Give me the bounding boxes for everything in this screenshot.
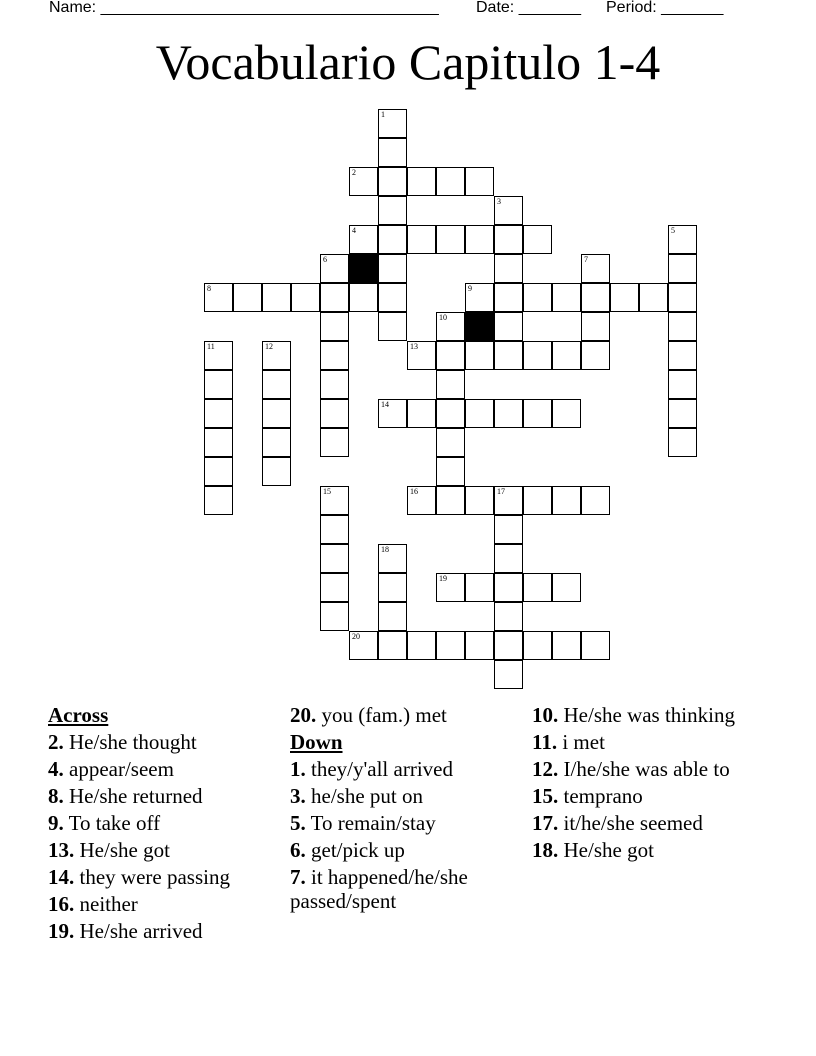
- name-field-label: Name: ______________________________________: [49, 0, 439, 16]
- grid-cell[interactable]: [581, 312, 610, 341]
- clue-item: [532, 730, 762, 754]
- grid-cell[interactable]: [668, 428, 697, 457]
- clue-item-number: 19.: [48, 919, 75, 943]
- grid-cell[interactable]: [349, 283, 378, 312]
- grid-cell[interactable]: [552, 341, 581, 370]
- clue-item-number: 3.: [290, 784, 306, 808]
- grid-cell[interactable]: [523, 399, 552, 428]
- grid-cell[interactable]: [581, 341, 610, 370]
- grid-cell[interactable]: [523, 283, 552, 312]
- clue-item-number: 2.: [48, 730, 64, 754]
- grid-cell[interactable]: [523, 341, 552, 370]
- clue-item-text: I/he/she was able to: [563, 757, 730, 781]
- clue-item: [532, 838, 762, 862]
- grid-cell[interactable]: [523, 573, 552, 602]
- grid-cell[interactable]: [668, 225, 697, 254]
- clue-number: 9: [468, 284, 472, 293]
- clue-item: [290, 757, 490, 781]
- clue-item-number: 11.: [532, 730, 558, 754]
- grid-cell[interactable]: [378, 254, 407, 283]
- clue-number: 7: [584, 255, 588, 264]
- grid-cell[interactable]: [436, 631, 465, 660]
- grid-cell[interactable]: [465, 631, 494, 660]
- grid-cell[interactable]: [262, 283, 291, 312]
- clue-item-number: 13.: [48, 838, 75, 862]
- grid-cell[interactable]: [407, 486, 436, 515]
- clue-item-number: 16.: [48, 892, 75, 916]
- grid-cell[interactable]: [204, 486, 233, 515]
- grid-cell[interactable]: [204, 370, 233, 399]
- clue-item-text: i met: [562, 730, 605, 754]
- grid-cell[interactable]: [436, 573, 465, 602]
- clue-item-text: they/y'all arrived: [311, 757, 453, 781]
- clue-item: [48, 865, 278, 889]
- grid-cell[interactable]: [494, 312, 523, 341]
- clue-number: 18: [381, 545, 389, 554]
- grid-cell[interactable]: [494, 602, 523, 631]
- clue-item: [48, 892, 278, 916]
- grid-cell[interactable]: [436, 399, 465, 428]
- grid-cell[interactable]: [320, 544, 349, 573]
- clue-item: [290, 838, 490, 862]
- grid-cell[interactable]: [581, 631, 610, 660]
- clue-item-number: 6.: [290, 838, 306, 862]
- grid-cell[interactable]: [436, 167, 465, 196]
- grid-cell[interactable]: [523, 486, 552, 515]
- grid-cell[interactable]: [378, 602, 407, 631]
- grid-cell[interactable]: [552, 283, 581, 312]
- clue-item: [290, 703, 490, 727]
- grid-cell[interactable]: [262, 399, 291, 428]
- grid-cell[interactable]: [494, 631, 523, 660]
- clue-item-text: he/she put on: [311, 784, 423, 808]
- grid-cell[interactable]: [378, 196, 407, 225]
- grid-cell[interactable]: [436, 370, 465, 399]
- grid-cell[interactable]: [523, 225, 552, 254]
- grid-cell[interactable]: [668, 254, 697, 283]
- clue-item-text: neither: [79, 892, 138, 916]
- grid-cell[interactable]: [349, 225, 378, 254]
- clue-item: [48, 784, 278, 808]
- clue-item: [532, 703, 762, 727]
- grid-cell[interactable]: [494, 544, 523, 573]
- clue-item-number: 20.: [290, 703, 317, 727]
- grid-cell[interactable]: [320, 515, 349, 544]
- grid-cell[interactable]: [465, 399, 494, 428]
- grid-cell[interactable]: [291, 283, 320, 312]
- grid-cell[interactable]: [494, 660, 523, 689]
- clue-column-3: [532, 703, 762, 865]
- grid-cell[interactable]: [581, 254, 610, 283]
- grid-cell[interactable]: [320, 341, 349, 370]
- grid-cell[interactable]: [436, 225, 465, 254]
- clue-item: [290, 865, 490, 913]
- grid-cell[interactable]: [668, 341, 697, 370]
- grid-cell[interactable]: [378, 312, 407, 341]
- grid-cell[interactable]: [378, 138, 407, 167]
- grid-cell[interactable]: [465, 573, 494, 602]
- clue-item-text: it happened/he/she passed/spent: [290, 865, 468, 913]
- clue-item-number: 9.: [48, 811, 64, 835]
- clue-item-number: 18.: [532, 838, 559, 862]
- clue-item-number: 10.: [532, 703, 559, 727]
- clue-number: 13: [410, 342, 418, 351]
- grid-cell[interactable]: [262, 370, 291, 399]
- clue-item-text: they were passing: [79, 865, 230, 889]
- grid-cell[interactable]: [552, 399, 581, 428]
- grid-cell[interactable]: [494, 225, 523, 254]
- grid-cell[interactable]: [494, 341, 523, 370]
- grid-cell[interactable]: [668, 312, 697, 341]
- grid-cell[interactable]: [407, 225, 436, 254]
- grid-cell[interactable]: [465, 486, 494, 515]
- grid-cell[interactable]: [349, 167, 378, 196]
- grid-cell[interactable]: [494, 254, 523, 283]
- clue-item-text: To take off: [68, 811, 161, 835]
- grid-cell[interactable]: [204, 457, 233, 486]
- grid-cell[interactable]: [378, 399, 407, 428]
- clue-item-number: 12.: [532, 757, 559, 781]
- grid-cell[interactable]: [378, 573, 407, 602]
- grid-cell[interactable]: [262, 457, 291, 486]
- grid-cell[interactable]: [320, 370, 349, 399]
- grid-cell[interactable]: [552, 486, 581, 515]
- grid-cell[interactable]: [204, 341, 233, 370]
- clue-item: [48, 838, 278, 862]
- grid-cell[interactable]: [436, 428, 465, 457]
- grid-cell[interactable]: [320, 283, 349, 312]
- grid-cell[interactable]: [581, 283, 610, 312]
- down-heading: Down: [290, 730, 343, 754]
- clue-number: 19: [439, 574, 447, 583]
- grid-cell[interactable]: [407, 399, 436, 428]
- grid-cell[interactable]: [436, 457, 465, 486]
- clue-item: [290, 811, 490, 835]
- grid-block: [349, 254, 378, 283]
- grid-cell[interactable]: [494, 399, 523, 428]
- grid-cell[interactable]: [436, 312, 465, 341]
- grid-cell[interactable]: [552, 573, 581, 602]
- grid-cell[interactable]: [320, 573, 349, 602]
- grid-cell[interactable]: [436, 341, 465, 370]
- clue-item-number: 7.: [290, 865, 306, 889]
- clue-number: 15: [323, 487, 331, 496]
- grid-cell[interactable]: [581, 486, 610, 515]
- grid-cell[interactable]: [378, 631, 407, 660]
- grid-cell[interactable]: [378, 167, 407, 196]
- clue-item: [532, 784, 762, 808]
- clue-number: 2: [352, 168, 356, 177]
- clue-number: 5: [671, 226, 675, 235]
- clue-item-text: temprano: [563, 784, 643, 808]
- clue-number: 12: [265, 342, 273, 351]
- clue-number: 20: [352, 632, 360, 641]
- clue-item-number: 4.: [48, 757, 64, 781]
- grid-cell[interactable]: [465, 167, 494, 196]
- grid-cell[interactable]: [552, 631, 581, 660]
- clue-item: [532, 811, 762, 835]
- grid-block: [465, 312, 494, 341]
- clue-item-number: 8.: [48, 784, 64, 808]
- grid-cell[interactable]: [436, 486, 465, 515]
- grid-cell[interactable]: [639, 283, 668, 312]
- clue-item-text: He/she was thinking: [563, 703, 735, 727]
- grid-cell[interactable]: [233, 283, 262, 312]
- clue-item-text: get/pick up: [311, 838, 405, 862]
- clue-item-text: He/she got: [79, 838, 170, 862]
- grid-cell[interactable]: [320, 428, 349, 457]
- grid-cell[interactable]: [378, 225, 407, 254]
- date-field-label: Date: _______: [476, 0, 581, 16]
- clue-number: 10: [439, 313, 447, 322]
- clue-number: 14: [381, 400, 389, 409]
- clue-item-text: To remain/stay: [310, 811, 436, 835]
- grid-cell[interactable]: [320, 486, 349, 515]
- clue-number: 6: [323, 255, 327, 264]
- clue-number: 4: [352, 226, 356, 235]
- grid-cell[interactable]: [668, 399, 697, 428]
- grid-cell[interactable]: [407, 341, 436, 370]
- grid-cell[interactable]: [262, 428, 291, 457]
- grid-cell[interactable]: [465, 225, 494, 254]
- grid-cell[interactable]: [204, 399, 233, 428]
- grid-cell[interactable]: [494, 196, 523, 225]
- clue-item: [48, 919, 278, 943]
- grid-cell[interactable]: [262, 341, 291, 370]
- grid-cell[interactable]: [494, 573, 523, 602]
- clue-item-number: 5.: [290, 811, 306, 835]
- grid-cell[interactable]: [320, 312, 349, 341]
- across-heading: Across: [48, 703, 109, 727]
- clue-number: 1: [381, 110, 385, 119]
- clue-item-text: you (fam.) met: [321, 703, 447, 727]
- clue-number: 11: [207, 342, 215, 351]
- clue-item-number: 1.: [290, 757, 306, 781]
- clue-item-text: He/she got: [563, 838, 654, 862]
- grid-cell[interactable]: [320, 602, 349, 631]
- clue-item: [532, 757, 762, 781]
- period-field-label: Period: _______: [606, 0, 724, 16]
- grid-cell[interactable]: [668, 283, 697, 312]
- grid-cell[interactable]: [523, 631, 552, 660]
- grid-cell[interactable]: [668, 370, 697, 399]
- grid-cell[interactable]: [494, 515, 523, 544]
- grid-cell[interactable]: [407, 631, 436, 660]
- clue-item-number: 15.: [532, 784, 559, 808]
- clue-number: 16: [410, 487, 418, 496]
- clue-number: 8: [207, 284, 211, 293]
- grid-cell[interactable]: [204, 428, 233, 457]
- clue-item-text: appear/seem: [69, 757, 174, 781]
- grid-cell[interactable]: [465, 283, 494, 312]
- clue-item-text: He/she arrived: [79, 919, 203, 943]
- clue-column-2: [290, 703, 490, 916]
- page-title: Vocabulario Capitulo 1-4: [155, 34, 661, 90]
- clue-column-1: [48, 703, 278, 946]
- grid-cell[interactable]: [407, 167, 436, 196]
- clue-item-number: 17.: [532, 811, 559, 835]
- grid-cell[interactable]: [378, 283, 407, 312]
- clue-number: 3: [497, 197, 501, 206]
- clue-item: [48, 757, 278, 781]
- clue-number: 17: [497, 487, 505, 496]
- grid-cell[interactable]: [349, 631, 378, 660]
- clue-item: [48, 730, 278, 754]
- grid-cell[interactable]: [378, 544, 407, 573]
- grid-cell[interactable]: [494, 283, 523, 312]
- grid-cell[interactable]: [494, 486, 523, 515]
- clue-item-text: it/he/she seemed: [563, 811, 703, 835]
- grid-cell[interactable]: [320, 254, 349, 283]
- clue-item: [48, 811, 278, 835]
- grid-cell[interactable]: [610, 283, 639, 312]
- clue-item-text: He/she thought: [69, 730, 197, 754]
- grid-cell[interactable]: [204, 283, 233, 312]
- clue-item: [290, 784, 490, 808]
- grid-cell[interactable]: [320, 399, 349, 428]
- grid-cell[interactable]: [378, 109, 407, 138]
- clue-item-text: He/she returned: [69, 784, 203, 808]
- clue-item-number: 14.: [48, 865, 75, 889]
- grid-cell[interactable]: [465, 341, 494, 370]
